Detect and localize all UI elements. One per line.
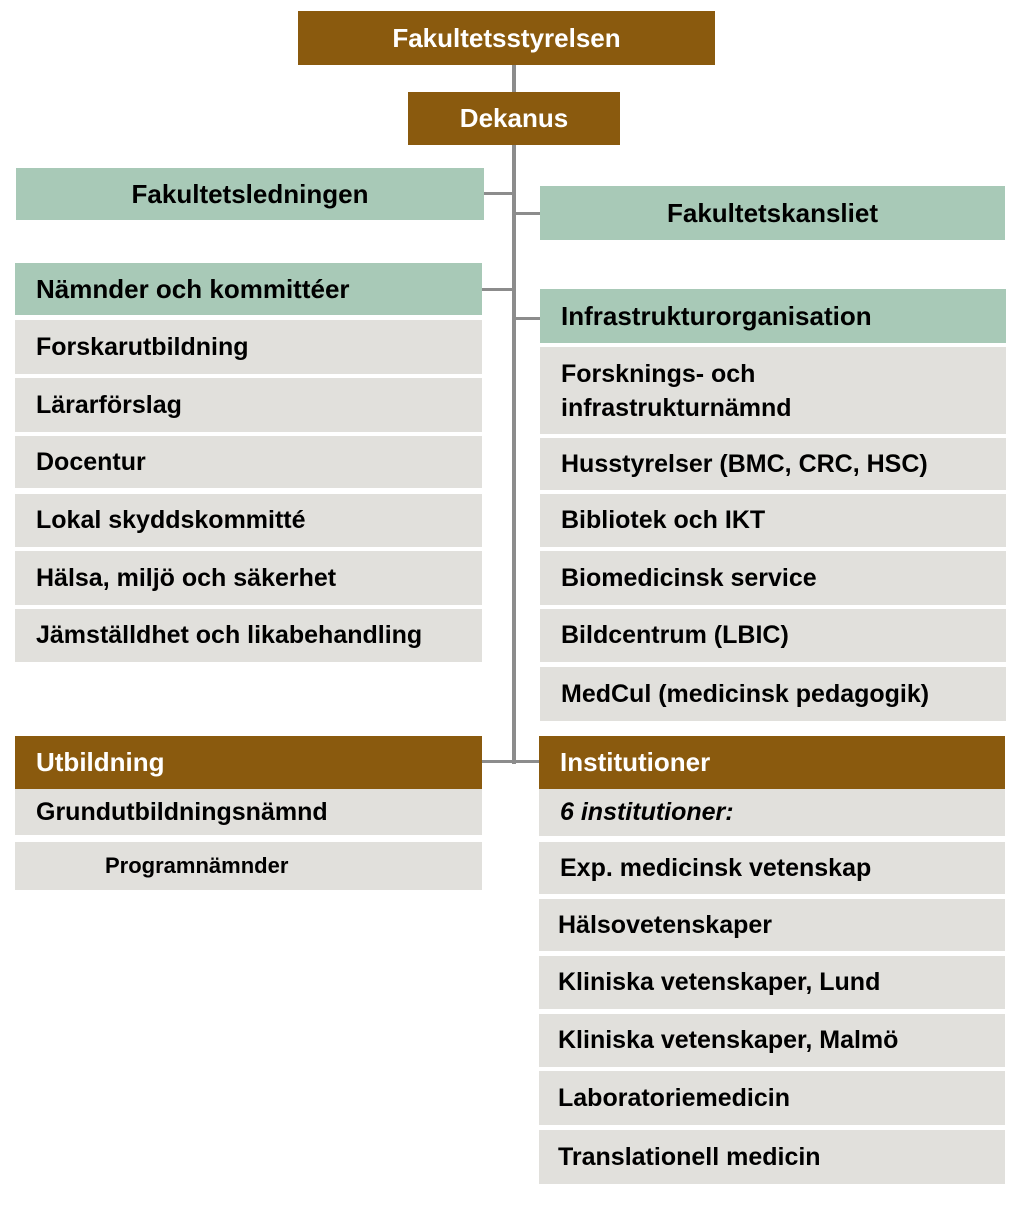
- committee-item: Hälsa, miljö och säkerhet: [15, 551, 482, 605]
- department-item: Hälsovetenskaper: [539, 899, 1005, 951]
- committee-item: Lokal skyddskommitté: [15, 494, 482, 547]
- department-item: Kliniska vetenskaper, Lund: [539, 956, 1005, 1009]
- departments-subheader: 6 institutioner:: [539, 789, 1005, 836]
- committees-header: Nämnder och kommittéer: [15, 263, 482, 315]
- committee-item: Docentur: [15, 436, 482, 488]
- infrastructure-item: MedCul (medicinsk pedagogik): [540, 667, 1006, 721]
- departments-header: Institutioner: [539, 736, 1005, 789]
- committee-item: Lärarförslag: [15, 378, 482, 432]
- office-box: Fakultetskansliet: [540, 186, 1005, 240]
- committee-item: Jämställdhet och likabehandling: [15, 609, 482, 662]
- infrastructure-item: Bibliotek och IKT: [540, 494, 1006, 547]
- connector-trunk: [512, 144, 516, 764]
- education-header: Utbildning: [15, 736, 482, 789]
- committee-item: Forskarutbildning: [15, 320, 482, 374]
- infrastructure-item: Bildcentrum (LBIC): [540, 609, 1006, 662]
- board-box: Fakultetsstyrelsen: [298, 11, 715, 65]
- connector-infrastructure: [512, 317, 541, 320]
- infrastructure-item: Biomedicinsk service: [540, 551, 1006, 605]
- connector-departments: [512, 760, 539, 763]
- infrastructure-header: Infrastrukturorganisation: [540, 289, 1006, 343]
- department-item: Laboratoriemedicin: [539, 1071, 1005, 1125]
- education-subitem: Programnämnder: [15, 842, 482, 890]
- connector-education: [482, 760, 516, 763]
- education-item: Grundutbildningsnämnd: [15, 789, 482, 835]
- department-item: Translationell medicin: [539, 1130, 1005, 1184]
- infrastructure-item: Husstyrelser (BMC, CRC, HSC): [540, 438, 1006, 490]
- department-item: Exp. medicinsk vetenskap: [539, 842, 1005, 894]
- connector-leadership: [484, 192, 516, 195]
- connector-committees: [482, 288, 516, 291]
- infrastructure-item: Forsknings- och infrastrukturnämnd: [540, 347, 1006, 434]
- department-item: Kliniska vetenskaper, Malmö: [539, 1014, 1005, 1067]
- connector-office: [512, 212, 541, 215]
- dean-box: Dekanus: [408, 92, 620, 145]
- connector-board-dean: [512, 64, 516, 93]
- leadership-box: Fakultetsledningen: [16, 168, 484, 220]
